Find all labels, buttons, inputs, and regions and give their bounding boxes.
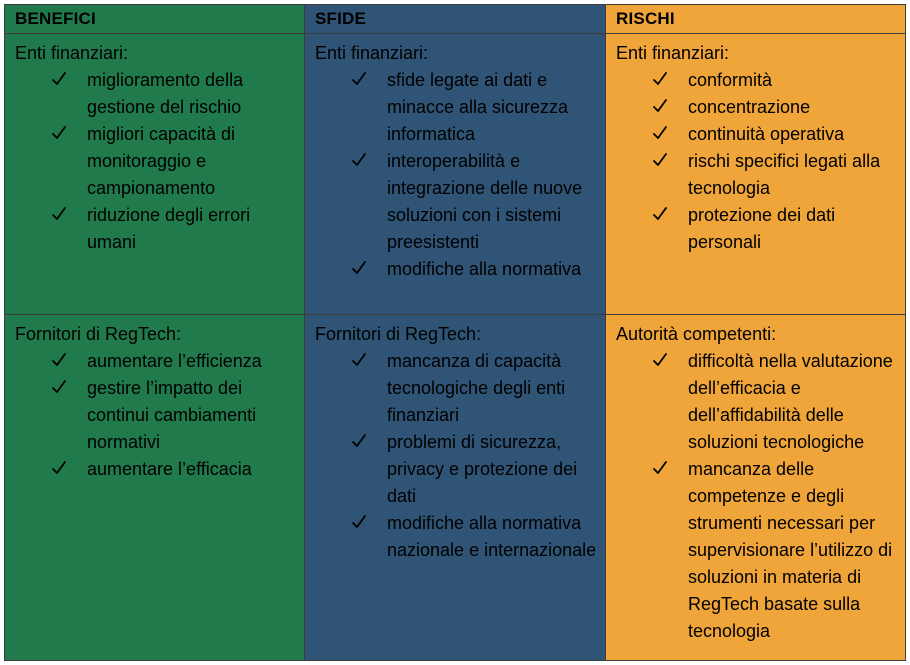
list-item: miglioramento della gestione del rischio bbox=[15, 67, 305, 121]
list-item: rischi specifici legati alla tecnologia bbox=[616, 148, 905, 202]
list-item: protezione dei dati personali bbox=[616, 202, 905, 256]
column-header: BENEFICI bbox=[15, 9, 96, 28]
group-label: Fornitori di RegTech: bbox=[315, 324, 482, 344]
checkmark-icon bbox=[351, 256, 371, 283]
group-label: Fornitori di RegTech: bbox=[15, 324, 182, 344]
column-sfide bbox=[304, 4, 607, 661]
comparison-table bbox=[4, 4, 906, 661]
cell-enti-finanziari bbox=[605, 33, 906, 315]
group-label: Enti finanziari: bbox=[15, 43, 129, 63]
list-item: conformità bbox=[616, 67, 905, 94]
checkmark-icon bbox=[51, 456, 71, 483]
checkmark-icon bbox=[652, 456, 672, 483]
checkmark-icon bbox=[351, 510, 371, 537]
group-label: Autorità competenti: bbox=[616, 324, 777, 344]
cell-fornitori-regtech bbox=[4, 314, 306, 661]
checkmark-icon bbox=[652, 94, 672, 121]
list-item: sfide legate ai dati e minacce alla sicurezza informatica bbox=[315, 67, 606, 148]
cell-autorita-competenti bbox=[605, 314, 906, 661]
checkmark-icon bbox=[51, 67, 71, 94]
list-item: aumentare l’efficacia bbox=[15, 456, 305, 483]
list-item: modifiche alla normativa nazionale e internazionale bbox=[315, 510, 606, 564]
header-cell bbox=[304, 4, 607, 34]
header-cell bbox=[605, 4, 906, 34]
checkmark-icon bbox=[351, 348, 371, 375]
cell-enti-finanziari bbox=[4, 33, 306, 315]
checkmark-icon bbox=[51, 375, 71, 402]
header-cell bbox=[4, 4, 306, 34]
list-item: interoperabilità e integrazione delle nuove soluzioni con i sistemi preesistenti bbox=[315, 148, 606, 256]
column-rischi bbox=[605, 4, 906, 661]
column-header: SFIDE bbox=[315, 9, 367, 28]
list-item: migliori capacità di monitoraggio e campionamento bbox=[15, 121, 305, 202]
cell-fornitori-regtech bbox=[304, 314, 607, 661]
list-item: aumentare l’efficienza bbox=[15, 348, 305, 375]
list-item: gestire l’impatto dei continui cambiamenti normativi bbox=[15, 375, 305, 456]
checkmark-icon bbox=[652, 202, 672, 229]
checkmark-icon bbox=[652, 121, 672, 148]
column-benefici bbox=[4, 4, 306, 661]
list-item: problemi di sicurezza, privacy e protezione dei dati bbox=[315, 429, 606, 510]
group-label: Enti finanziari: bbox=[616, 43, 730, 63]
list-item: continuità operativa bbox=[616, 121, 905, 148]
list-item: difficoltà nella valutazione dell’efficacia e dell’affidabilità delle soluzioni tecnologiche bbox=[616, 348, 905, 456]
list-item: riduzione degli errori umani bbox=[15, 202, 305, 256]
group-label: Enti finanziari: bbox=[315, 43, 429, 63]
cell-enti-finanziari bbox=[304, 33, 607, 315]
checkmark-icon bbox=[652, 67, 672, 94]
checkmark-icon bbox=[51, 348, 71, 375]
checkmark-icon bbox=[652, 348, 672, 375]
checkmark-icon bbox=[652, 148, 672, 175]
checkmark-icon bbox=[351, 67, 371, 94]
checkmark-icon bbox=[51, 202, 71, 229]
list-item: concentrazione bbox=[616, 94, 905, 121]
list-item: mancanza delle competenze e degli strumenti necessari per supervisionare l’utilizzo di soluzioni in materia di RegTech basate sulla tecnologia bbox=[616, 456, 905, 645]
checkmark-icon bbox=[51, 121, 71, 148]
list-item: modifiche alla normativa bbox=[315, 256, 606, 283]
checkmark-icon bbox=[351, 429, 371, 456]
column-header: RISCHI bbox=[616, 9, 675, 28]
list-item: mancanza di capacità tecnologiche degli enti finanziari bbox=[315, 348, 606, 429]
checkmark-icon bbox=[351, 148, 371, 175]
